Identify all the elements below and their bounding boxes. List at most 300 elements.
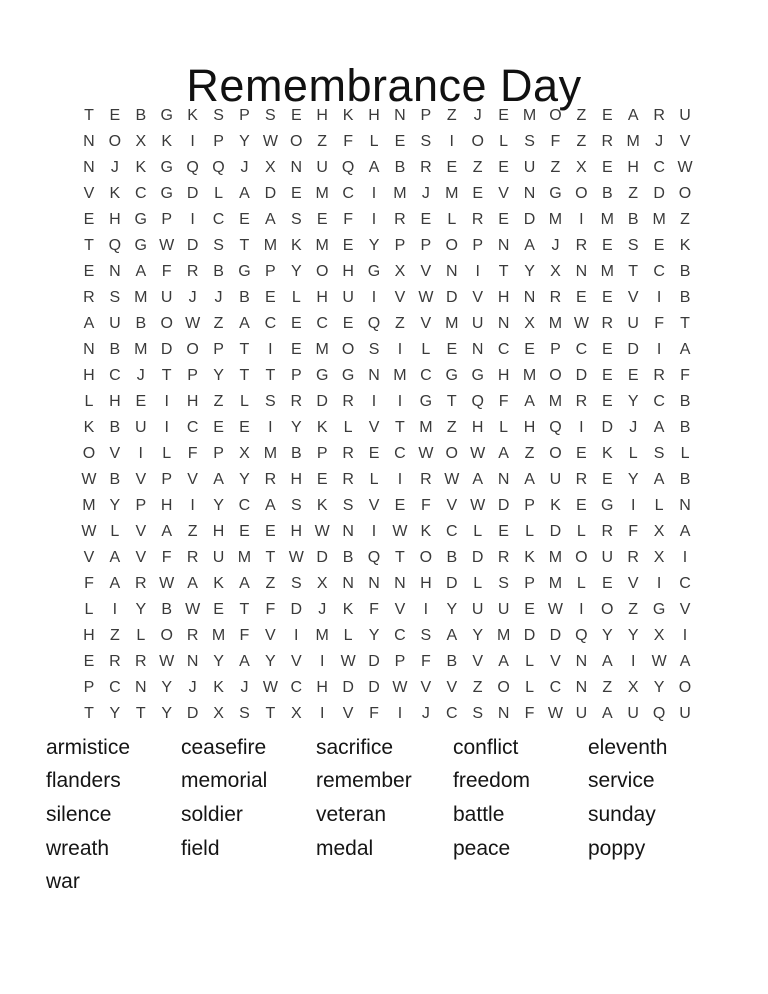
- grid-letter: P: [290, 367, 302, 384]
- grid-letter: L: [369, 471, 379, 488]
- grid-letter: I: [630, 497, 636, 514]
- grid-letter: E: [601, 575, 613, 592]
- grid-letter: S: [109, 289, 121, 306]
- grid-letter: Q: [367, 549, 381, 566]
- grid-letter: C: [653, 159, 665, 176]
- grid-letter: L: [84, 601, 94, 618]
- word-list-item: remember: [316, 769, 412, 793]
- grid-letter: S: [213, 107, 224, 124]
- grid-letter: I: [190, 211, 195, 228]
- grid-letter: U: [471, 601, 484, 618]
- grid-letter: S: [265, 107, 276, 124]
- grid-letter: Y: [627, 393, 639, 410]
- grid-letter: L: [447, 211, 457, 228]
- grid-letter: P: [239, 107, 250, 124]
- grid-letter: R: [186, 263, 199, 280]
- grid-letter: L: [214, 185, 223, 202]
- grid-letter: F: [84, 575, 94, 592]
- grid-letter: P: [394, 237, 406, 254]
- grid-letter: V: [679, 133, 691, 150]
- grid-letter: D: [627, 341, 639, 358]
- grid-letter: E: [472, 185, 484, 202]
- grid-letter: U: [135, 419, 147, 436]
- grid-letter: H: [316, 679, 328, 696]
- grid-letter: B: [627, 211, 639, 228]
- grid-letter: R: [83, 289, 95, 306]
- grid-letter: S: [290, 211, 302, 228]
- grid-letter: E: [290, 185, 302, 202]
- grid-letter: W: [418, 289, 434, 306]
- grid-letter: W: [340, 653, 356, 670]
- grid-letter: X: [239, 445, 250, 462]
- grid-letter: T: [239, 341, 250, 358]
- grid-letter: E: [524, 601, 535, 618]
- grid-letter: I: [682, 549, 688, 566]
- grid-letter: Y: [290, 419, 302, 436]
- grid-letter: L: [136, 627, 146, 644]
- grid-letter: X: [653, 627, 665, 644]
- grid-letter: U: [627, 315, 639, 332]
- grid-letter: A: [524, 237, 535, 254]
- grid-letter: Y: [239, 471, 250, 488]
- grid-letter: E: [498, 107, 509, 124]
- grid-letter: K: [290, 237, 302, 254]
- grid-letter: Y: [290, 263, 302, 280]
- grid-letter: U: [316, 159, 328, 176]
- grid-letter: W: [288, 549, 304, 566]
- grid-letter: N: [368, 367, 380, 384]
- grid-letter: Z: [109, 627, 120, 644]
- grid-letter: H: [368, 107, 380, 124]
- grid-letter: O: [549, 367, 562, 384]
- grid-letter: Y: [627, 471, 639, 488]
- grid-letter: E: [498, 523, 509, 540]
- grid-letter: H: [342, 263, 354, 280]
- grid-letter: E: [342, 237, 354, 254]
- grid-letter: A: [524, 471, 535, 488]
- grid-letter: A: [187, 575, 198, 592]
- grid-letter: R: [109, 653, 121, 670]
- grid-letter: A: [601, 705, 613, 722]
- grid-letter: X: [316, 575, 328, 592]
- grid-letter: V: [420, 679, 432, 696]
- grid-letter: Q: [471, 393, 484, 410]
- grid-letter: Q: [575, 627, 588, 644]
- grid-letter: L: [343, 419, 353, 436]
- grid-letter: R: [264, 471, 277, 488]
- grid-letter: R: [420, 159, 432, 176]
- grid-letter: J: [214, 289, 223, 306]
- grid-letter: E: [290, 107, 302, 124]
- grid-letter: C: [446, 705, 458, 722]
- grid-letter: C: [264, 315, 277, 332]
- grid-letter: W: [262, 133, 278, 150]
- grid-letter: Q: [186, 159, 199, 176]
- grid-letter: A: [83, 315, 95, 332]
- grid-letter: O: [315, 263, 329, 280]
- grid-letter: X: [394, 263, 406, 280]
- grid-letter: T: [161, 367, 172, 384]
- grid-letter: P: [83, 679, 95, 696]
- grid-letter: R: [342, 393, 354, 410]
- grid-letter: A: [239, 575, 250, 592]
- grid-letter: U: [523, 159, 536, 176]
- grid-letter: O: [341, 341, 355, 358]
- grid-letter: C: [497, 341, 510, 358]
- grid-letter: V: [342, 705, 354, 722]
- grid-letter: K: [109, 185, 121, 202]
- grid-letter: I: [371, 211, 377, 228]
- grid-letter: W: [81, 471, 97, 488]
- grid-letter: N: [342, 575, 354, 592]
- grid-letter: O: [678, 679, 692, 696]
- grid-letter: R: [290, 393, 303, 410]
- grid-letter: T: [84, 237, 94, 254]
- grid-letter: P: [420, 237, 432, 254]
- grid-letter: N: [109, 263, 121, 280]
- grid-letter: I: [397, 705, 403, 722]
- grid-letter: A: [524, 393, 535, 410]
- grid-letter: G: [160, 107, 173, 124]
- grid-letter: G: [238, 263, 251, 280]
- grid-letter: N: [679, 497, 691, 514]
- grid-letter: M: [548, 575, 563, 592]
- grid-letter: G: [341, 367, 355, 384]
- grid-letter: W: [262, 679, 278, 696]
- grid-letter: X: [627, 679, 639, 696]
- grid-letter: I: [656, 289, 662, 306]
- word-list-item: medal: [316, 836, 374, 860]
- grid-letter: O: [549, 107, 562, 124]
- grid-letter: N: [394, 575, 406, 592]
- grid-letter: D: [653, 185, 665, 202]
- grid-letter: A: [161, 523, 173, 540]
- grid-letter: M: [548, 549, 563, 566]
- grid-letter: I: [112, 601, 118, 618]
- grid-letter: X: [550, 263, 561, 280]
- grid-letter: G: [419, 393, 433, 410]
- grid-letter: V: [265, 627, 276, 644]
- grid-letter: O: [186, 341, 199, 358]
- grid-letter: F: [369, 705, 379, 722]
- grid-letter: U: [601, 549, 614, 566]
- grid-letter: Y: [524, 263, 535, 280]
- grid-letter: V: [394, 601, 406, 618]
- grid-letter: D: [186, 185, 199, 202]
- word-list-item: conflict: [453, 735, 519, 759]
- grid-letter: P: [135, 497, 147, 514]
- grid-letter: B: [601, 185, 613, 202]
- grid-letter: I: [579, 211, 584, 228]
- grid-letter: O: [160, 315, 173, 332]
- grid-letter: U: [497, 601, 510, 618]
- grid-letter: V: [446, 679, 458, 696]
- grid-letter: H: [523, 419, 536, 436]
- grid-letter: A: [239, 185, 250, 202]
- grid-letter: M: [548, 211, 563, 228]
- grid-letter: O: [471, 133, 484, 150]
- grid-letter: E: [576, 497, 587, 514]
- grid-letter: Y: [161, 679, 173, 696]
- grid-letter: V: [394, 289, 406, 306]
- grid-letter: I: [319, 705, 325, 722]
- grid-letter: K: [83, 419, 95, 436]
- grid-letter: T: [265, 367, 276, 384]
- grid-letter: C: [394, 445, 406, 462]
- grid-letter: D: [368, 679, 380, 696]
- grid-letter: O: [497, 679, 510, 696]
- grid-letter: Z: [446, 419, 457, 436]
- grid-letter: M: [393, 185, 407, 202]
- grid-letter: R: [575, 393, 588, 410]
- grid-letter: Y: [161, 705, 173, 722]
- grid-letter: I: [319, 653, 325, 670]
- grid-letter: N: [497, 705, 510, 722]
- grid-letter: N: [368, 575, 380, 592]
- grid-letter: P: [265, 263, 276, 280]
- grid-letter: O: [445, 237, 458, 254]
- grid-letter: L: [525, 679, 534, 696]
- grid-letter: D: [549, 627, 562, 644]
- grid-letter: L: [239, 393, 249, 410]
- grid-letter: X: [524, 315, 535, 332]
- grid-letter: L: [576, 575, 586, 592]
- grid-letter: K: [524, 549, 535, 566]
- grid-letter: J: [655, 133, 664, 150]
- grid-letter: K: [550, 497, 561, 514]
- grid-letter: R: [601, 523, 614, 540]
- grid-letter: B: [213, 263, 224, 280]
- grid-letter: D: [601, 419, 614, 436]
- grid-letter: Y: [109, 497, 121, 514]
- grid-letter: A: [653, 471, 665, 488]
- grid-letter: J: [629, 419, 638, 436]
- grid-letter: S: [653, 445, 665, 462]
- grid-letter: A: [213, 471, 224, 488]
- grid-letter: O: [445, 445, 458, 462]
- grid-letter: V: [446, 497, 458, 514]
- grid-letter: V: [187, 471, 198, 488]
- grid-letter: Y: [472, 627, 484, 644]
- grid-letter: A: [679, 653, 691, 670]
- grid-letter: K: [161, 133, 173, 150]
- grid-letter: R: [549, 289, 562, 306]
- grid-letter: W: [470, 497, 486, 514]
- grid-letter: C: [342, 185, 354, 202]
- word-list-item: war: [46, 870, 80, 894]
- grid-letter: Z: [187, 523, 198, 540]
- grid-letter: R: [186, 549, 199, 566]
- grid-letter: R: [471, 211, 484, 228]
- grid-letter: G: [445, 367, 458, 384]
- grid-letter: L: [576, 523, 586, 540]
- grid-letter: N: [575, 653, 588, 670]
- grid-letter: Z: [446, 107, 457, 124]
- grid-letter: E: [627, 367, 639, 384]
- grid-letter: M: [237, 549, 252, 566]
- grid-letter: B: [446, 549, 458, 566]
- grid-letter: T: [265, 705, 276, 722]
- grid-letter: B: [342, 549, 354, 566]
- grid-letter: A: [627, 107, 639, 124]
- grid-letter: Z: [602, 679, 613, 696]
- grid-letter: U: [109, 315, 121, 332]
- grid-letter: C: [290, 679, 303, 696]
- grid-letter: R: [601, 133, 614, 150]
- grid-letter: N: [290, 159, 303, 176]
- grid-letter: M: [652, 211, 666, 228]
- grid-letter: G: [134, 211, 147, 228]
- grid-letter: U: [471, 315, 484, 332]
- grid-letter: W: [185, 601, 201, 618]
- grid-letter: F: [498, 393, 509, 410]
- grid-letter: F: [420, 653, 431, 670]
- grid-letter: T: [395, 419, 405, 436]
- word-list-item: poppy: [588, 836, 646, 860]
- grid-letter: E: [213, 601, 224, 618]
- grid-letter: E: [653, 237, 665, 254]
- grid-letter: A: [109, 575, 121, 592]
- grid-letter: P: [161, 471, 173, 488]
- grid-letter: A: [265, 211, 276, 228]
- grid-letter: R: [601, 315, 614, 332]
- grid-letter: B: [135, 107, 147, 124]
- grid-letter: G: [160, 185, 173, 202]
- grid-letter: Q: [549, 419, 562, 436]
- grid-letter: S: [213, 237, 224, 254]
- grid-letter: T: [84, 107, 94, 124]
- grid-letter: Y: [135, 601, 147, 618]
- grid-letter: P: [394, 653, 406, 670]
- grid-letter: L: [291, 289, 301, 306]
- grid-letter: C: [653, 263, 665, 280]
- word-list-item: armistice: [46, 735, 131, 759]
- grid-letter: N: [394, 107, 406, 124]
- grid-letter: R: [342, 445, 354, 462]
- grid-letter: R: [575, 471, 588, 488]
- grid-letter: F: [420, 497, 431, 514]
- grid-letter: P: [213, 133, 224, 150]
- grid-letter: Y: [368, 627, 380, 644]
- grid-letter: D: [264, 185, 277, 202]
- grid-letter: S: [420, 133, 432, 150]
- grid-letter: A: [601, 653, 613, 670]
- grid-letter: B: [135, 315, 147, 332]
- grid-letter: E: [601, 341, 613, 358]
- grid-letter: H: [420, 575, 432, 592]
- grid-letter: M: [522, 107, 537, 124]
- grid-letter: K: [213, 679, 224, 696]
- grid-letter: X: [290, 705, 302, 722]
- grid-letter: Y: [109, 705, 121, 722]
- grid-letter: T: [395, 549, 405, 566]
- grid-letter: N: [471, 341, 484, 358]
- grid-letter: M: [626, 133, 640, 150]
- grid-letter: Q: [212, 159, 225, 176]
- grid-letter: W: [573, 315, 589, 332]
- grid-letter: W: [314, 523, 330, 540]
- grid-letter: H: [497, 367, 510, 384]
- grid-letter: L: [421, 341, 431, 358]
- grid-letter: O: [601, 601, 614, 618]
- grid-letter: L: [473, 523, 483, 540]
- grid-letter: S: [498, 575, 509, 592]
- grid-letter: I: [371, 393, 377, 410]
- grid-letter: M: [315, 237, 329, 254]
- grid-letter: P: [472, 237, 484, 254]
- grid-letter: I: [630, 653, 636, 670]
- grid-letter: N: [446, 263, 458, 280]
- grid-letter: I: [268, 341, 273, 358]
- grid-letter: K: [187, 107, 198, 124]
- grid-letter: A: [653, 419, 665, 436]
- grid-letter: E: [601, 107, 613, 124]
- grid-letter: Q: [367, 315, 381, 332]
- grid-letter: M: [600, 263, 614, 280]
- grid-letter: B: [679, 263, 691, 280]
- grid-letter: J: [188, 289, 197, 306]
- grid-letter: S: [420, 627, 432, 644]
- grid-letter: C: [109, 367, 121, 384]
- grid-letter: F: [187, 445, 198, 462]
- grid-letter: Z: [628, 601, 639, 618]
- grid-letter: X: [135, 133, 147, 150]
- grid-letter: D: [575, 367, 588, 384]
- grid-letter: E: [316, 471, 328, 488]
- grid-letter: E: [394, 497, 406, 514]
- grid-letter: M: [134, 341, 148, 358]
- grid-letter: I: [449, 133, 454, 150]
- grid-letter: N: [342, 523, 354, 540]
- grid-letter: H: [83, 627, 95, 644]
- grid-letter: A: [265, 497, 276, 514]
- grid-letter: S: [524, 133, 535, 150]
- grid-letter: Z: [550, 159, 561, 176]
- grid-letter: W: [392, 679, 408, 696]
- grid-letter: V: [550, 653, 561, 670]
- grid-letter: R: [135, 575, 147, 592]
- grid-letter: E: [498, 211, 509, 228]
- word-list-item: service: [588, 769, 655, 793]
- grid-letter: R: [653, 367, 665, 384]
- word-list-item: ceasefire: [181, 735, 267, 759]
- grid-letter: M: [445, 185, 459, 202]
- grid-letter: E: [83, 653, 95, 670]
- grid-letter: M: [445, 315, 459, 332]
- grid-letter: R: [497, 549, 510, 566]
- grid-letter: V: [420, 263, 432, 280]
- grid-letter: J: [421, 705, 430, 722]
- word-search-grid: [76, 103, 698, 727]
- grid-letter: X: [653, 549, 665, 566]
- grid-letter: E: [446, 341, 458, 358]
- grid-letter: R: [342, 471, 354, 488]
- grid-letter: I: [579, 601, 584, 618]
- grid-letter: K: [679, 237, 691, 254]
- grid-letter: P: [213, 445, 224, 462]
- grid-letter: D: [316, 549, 328, 566]
- grid-letter: E: [239, 523, 250, 540]
- grid-letter: X: [653, 523, 665, 540]
- grid-letter: U: [212, 549, 225, 566]
- grid-letter: Z: [576, 107, 587, 124]
- grid-letter: F: [265, 601, 276, 618]
- grid-letter: A: [239, 653, 250, 670]
- word-list-item: field: [181, 836, 220, 860]
- grid-letter: W: [159, 237, 175, 254]
- grid-letter: E: [213, 419, 224, 436]
- grid-letter: J: [421, 185, 430, 202]
